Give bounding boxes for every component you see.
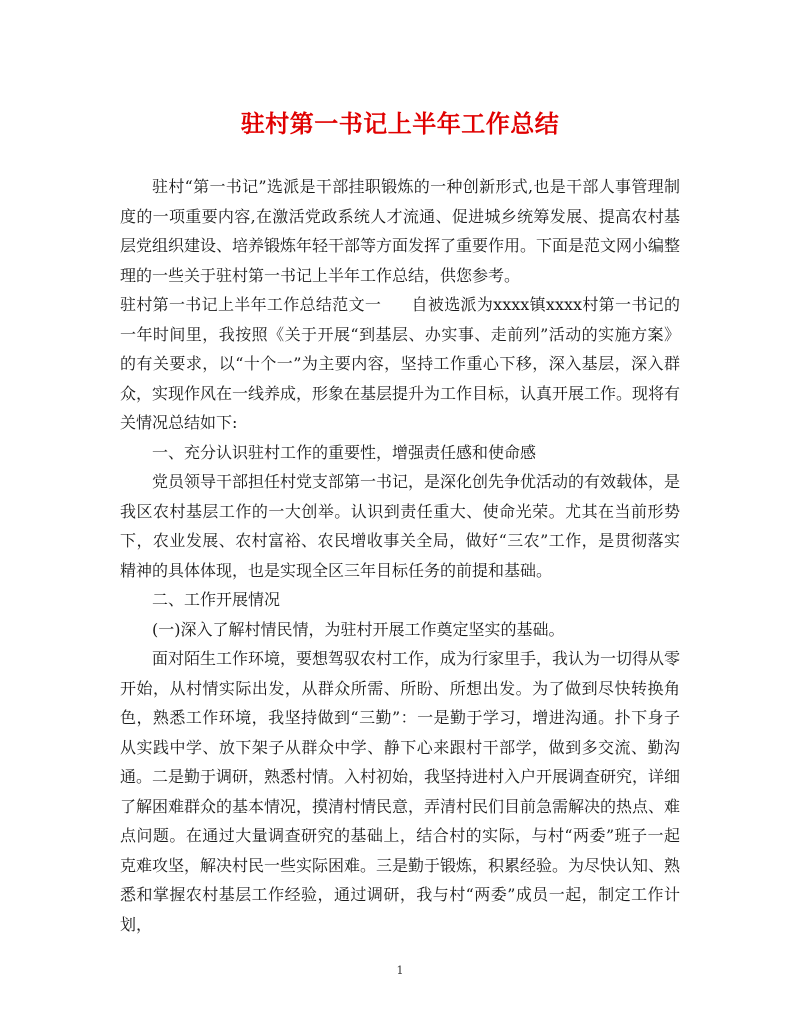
- intro-paragraph: 驻村“第一书记”选派是干部挂职锻炼的一种创新形式,也是干部人事管理制度的一项重要内容,在激活党政系统人才流通、促进城乡统筹发展、提高农村基层党组织建设、培养锻炼年轻干部等方面发挥了重要作用。下面是范文网小编整理的一些关于驻村第一书记上半年工作总结，供您参考。: [120, 177, 681, 285]
- section1-heading: 一、充分认识驻村工作的重要性，增强责任感和使命感: [152, 442, 537, 462]
- subsection1-heading: (一)深入了解村情民情，为驻村开展工作奠定坚实的基础。: [152, 619, 565, 639]
- sample-heading: 驻村第一书记上半年工作总结范文一: [120, 295, 382, 314]
- sample-opening: 自被选派为xxxx镇xxxx村第一书记的一年时间里，我按照《关于开展“到基层、办实事、走前列”活动的实施方案》的有关要求，以“十个一”为主要内容，坚持工作重心下移，深入基层，深入群众，实现作风在一线养成，形象在基层提升为工作目标，认真开展工作。现将有关情况总结如下:: [120, 295, 681, 432]
- section2-heading: 二、工作开展情况: [152, 590, 281, 609]
- document-body: [120, 172, 680, 939]
- document-title: 驻村第一书记上半年工作总结: [240, 109, 560, 138]
- section1-body: 党员领导干部担任村党支部第一书记，是深化创先争优活动的有效载体，是我区农村基层工作的一大创举。认识到责任重大、使命光荣。尤其在当前形势下，农业发展、农村富裕、农民增收事关全局，做好“三农”工作，是贯彻落实精神的具体体现，也是实现全区三年目标任务的前提和基础。: [120, 472, 681, 580]
- sample-paragraph: [120, 290, 680, 438]
- subsection1-body: 面对陌生工作环境，要想驾驭农村工作，成为行家里手，我认为一切得从零开始，从村情实际出发，从群众所需、所盼、所想出发。为了做到尽快转换角色，熟悉工作环境，我坚持做到“三勤”：一是勤于学习，增进沟通。扑下身子从实践中学、放下架子从群众中学、静下心来跟村干部学，做到多交流、勤沟通。二是勤于调研，熟悉村情。入村初始，我坚持进村入户开展调查研究，详细了解困难群众的基本情况，摸清村情民意，弄清村民们目前急需解决的热点、难点问题。在通过大量调查研究的基础上，结合村的实际，与村“两委”班子一起克难攻坚，解决村民一些实际困难。三是勤于锻炼，积累经验。为尽快认知、熟悉和掌握农村基层工作经验，通过调研，我与村“两委”成员一起，制定工作计划，: [120, 649, 681, 934]
- page-number: 1: [396, 964, 404, 977]
